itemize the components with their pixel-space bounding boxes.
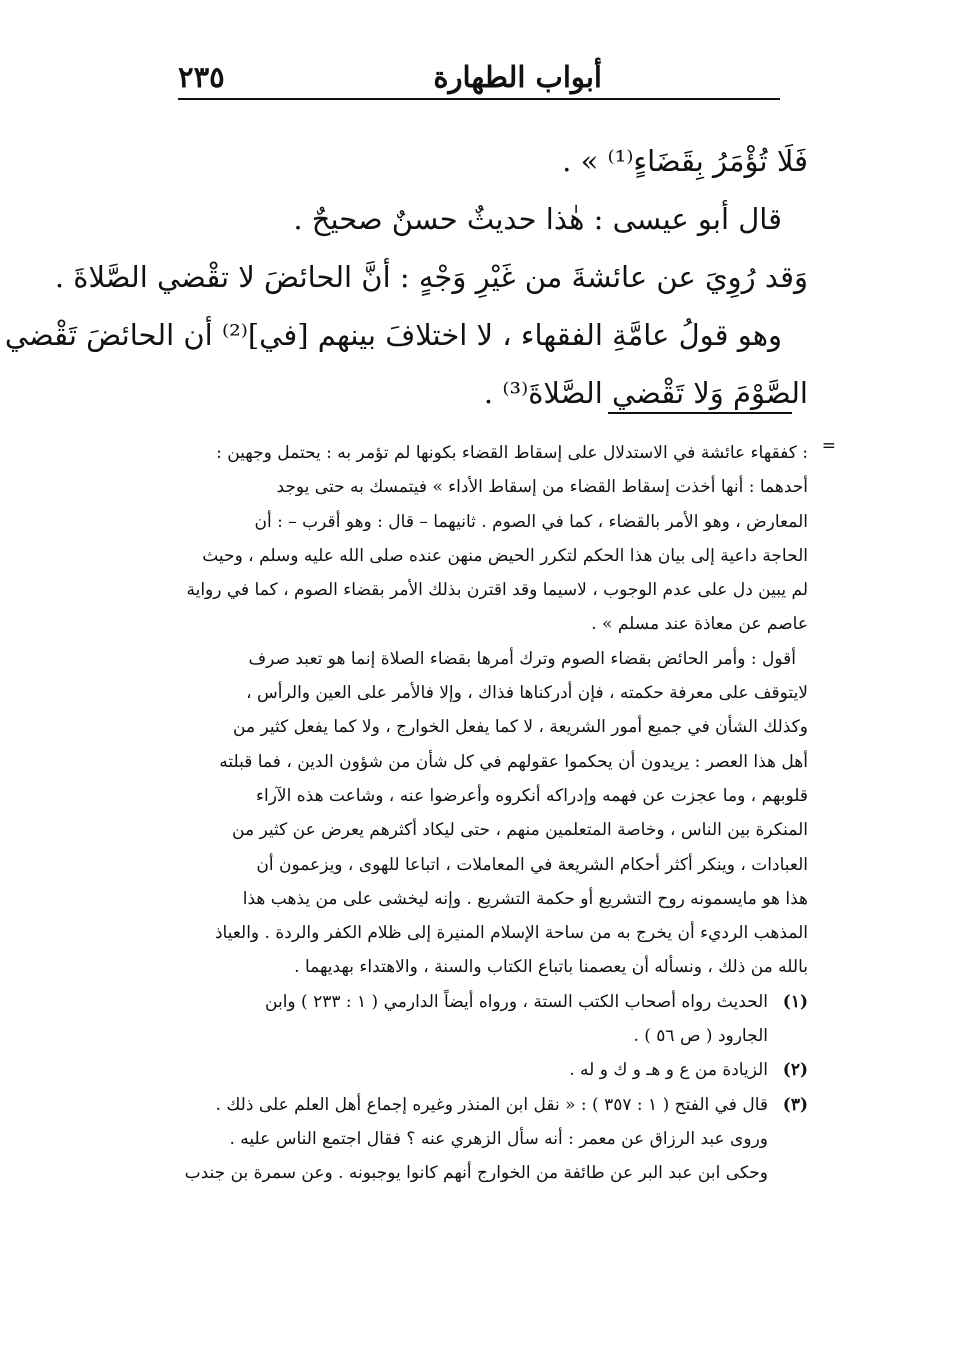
commentary-line: لايتوقف على معرفة حكمته ، فإن أدركناها فذاك ، وإلا فالأمر على العين والرأس ، [246, 683, 808, 704]
continued-note [176, 436, 836, 642]
footnote-3 [176, 1088, 808, 1191]
note-line: أحدهما : أنها أخذت إسقاط القضاء من إسقاط الأداء » فيتمسك به حتى يوجد [276, 477, 808, 498]
footnote-label: (١) [782, 991, 808, 1012]
commentary-line: أهل هذا العصر : يريدون أن يحكموا عقولهم في كل شأن من شؤون الدين ، فما قبلته [219, 751, 808, 772]
note-line: عاصم عن معاذة عند مسلم » . [591, 614, 808, 635]
footnote-label: (٣) [782, 1094, 808, 1115]
note-line: المعارض ، وهو الأمر بالقضاء ، كما في الصوم . ثانيهما – قال : وهو أقرب – : أن [254, 511, 808, 532]
commentary-line: المذهب الرديء أن يخرج به من ساحة الإسلام المنيرة إلى ظلام الكفر والردة . والعياذ [214, 923, 808, 944]
commentary-line: هذا هو مايسمونه روح التشريع أو حكمة التشريع . وإنه ليخشى على من يذهب هذا [242, 888, 808, 909]
footnote-line [176, 1053, 808, 1087]
footnote-line: الجارود ( ص ٥٦ ) . [633, 1026, 768, 1047]
main-text-line: قال أبو عيسى : هٰذا حديثٌ حسنٌ صحيحٌ . [293, 202, 782, 236]
footnote-label: (٢) [782, 1060, 808, 1081]
footnote-separator [608, 412, 792, 414]
footnote-text: الزيادة من ع و هـ و ك و له . [569, 1060, 768, 1081]
footnote-text: قال في الفتح ( ١ : ٣٥٧ ) : « نقل ابن المنذر وغيره إجماع أهل العلم على ذلك . [215, 1094, 768, 1115]
note-line: الحاجة داعية إلى بيان هذا الحكم لتكرر الحيض منهن عنده صلى الله عليه وسلم ، وحيث [202, 545, 808, 566]
continuation-marker: = [821, 436, 836, 456]
main-text-line: وهو قولُ عامَّةِ الفقهاء ، لا اختلافَ بينهم [في]⁽²⁾ أن الحائضَ تَقْضي [4, 318, 782, 352]
footnote-2 [176, 1053, 808, 1087]
note-line: لم يبين دل على عدم الوجوب ، لاسيما وقد اقترن بذلك الأمر بقضاء الصوم ، كما في رواية [186, 580, 808, 601]
footnote-line [176, 985, 808, 1019]
main-text-line: الصَّوْمَ وَلا تَقْضي الصَّلاةَ⁽³⁾ . [483, 376, 808, 410]
commentary-line: أقول : وأمر الحائض بقضاء الصوم وترك أمرها بقضاء الصلاة إنما هو تعبد صرف [248, 648, 796, 669]
footnotes-area [176, 436, 836, 1191]
page-header [178, 58, 780, 100]
commentary-line: قلوبهم ، وما عجزت عن فهمه وإدراكه أنكروه وأعرضوا عنه ، وشاعت هذه الآراء [255, 785, 808, 806]
commentary-line: وكذلك الشأن في جميع أمور الشريعة ، لا كما يفعل الخوارج ، ولا كما يفعل كثير من [233, 717, 808, 738]
footnote-line: وحكى ابن عبد البر عن طائفة من الخوارج أنهم كانوا يوجبونه . وعن سمرة بن جندب [184, 1163, 768, 1184]
main-text [4, 132, 808, 422]
editor-commentary [176, 642, 808, 985]
footnote-line: وروى عبد الرزاق عن معمر : أنه سأل الزهري عنه ؟ فقال اجتمع الناس عليه . [229, 1128, 768, 1149]
footnote-line [176, 1088, 808, 1122]
commentary-line: بالله من ذلك ، ونسأله أن يعصمنا باتباع الكتاب والسنة ، والاهتداء بهديهما . [294, 957, 808, 978]
note-line: : كفقهاء عائشة في الاستدلال على إسقاط القضاء بكونها لم تؤمر به : يحتمل وجهين : [216, 443, 808, 463]
main-text-line: فَلَا تُؤْمَرُ بِقَضَاءٍ⁽¹⁾ » . [562, 144, 808, 178]
header-rule [178, 98, 780, 100]
footnote-1 [176, 985, 808, 1054]
main-text-line: وَقد رُوِيَ عن عائشةَ من غَيْرِ وَجْهٍ : أنَّ الحائضَ لا تقْضي الصَّلاةَ . [54, 260, 808, 294]
commentary-line: المنكرة بين الناس ، وخاصة المتعلمين منهم ، حتى ليكاد أكثرهم يعرض عن كثير من [232, 820, 808, 841]
commentary-line: العبادات ، وينكر أكثر أحكام الشريعة في المعاملات ، اتباعا للهوى ، ويزعمون أن [256, 854, 808, 875]
footnote-text: الحديث رواه أصحاب الكتب الستة ، ورواه أيضاً الدارمي ( ١ : ٢٣٣ ) وابن [265, 991, 768, 1012]
running-title: أبواب الطهارة [433, 60, 602, 94]
page-number: ٢٣٥ [178, 60, 225, 94]
